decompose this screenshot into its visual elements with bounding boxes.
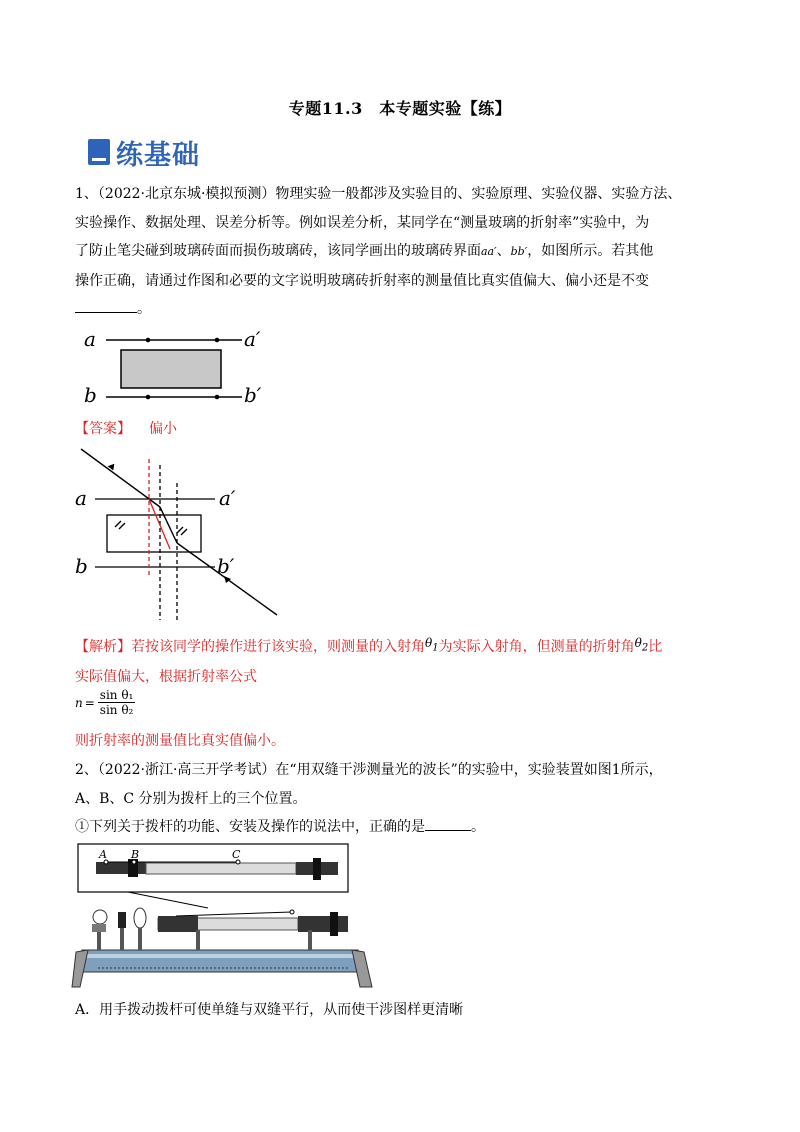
label-b-prime: b′ xyxy=(244,383,262,407)
label-C: C xyxy=(232,848,241,861)
label-a-prime: a′ xyxy=(244,327,261,351)
q2-line-3: ①下列关于拨杆的功能、安装及操作的说法中，正确的是 。 xyxy=(75,813,735,842)
book-icon xyxy=(88,139,110,165)
analysis-tag: 【解析】 xyxy=(75,639,131,655)
bench-rail xyxy=(82,954,358,958)
hatch xyxy=(119,523,125,529)
page-title: 专题11.3 本专题实验【练】 xyxy=(288,99,512,118)
answer-line xyxy=(75,418,177,438)
pin-dot xyxy=(146,338,151,343)
analysis-conclusion: 则折射率的测量值比真实值偏小。 xyxy=(75,733,285,749)
pin-dot xyxy=(215,338,220,343)
label-b-prime: b′ xyxy=(217,554,235,578)
q2-line-2: A、B、C 分别为拨杆上的三个位置。 xyxy=(75,790,307,807)
question-1 xyxy=(75,180,735,324)
glass-outline xyxy=(107,515,201,552)
eyepiece-dark xyxy=(96,862,146,874)
q1-line-3: 了防止笔尖碰到玻璃砖面而损伤玻璃砖，该同学画出的玻璃砖界面aa′、bb′，如图所示。若其他 xyxy=(75,243,654,259)
bb-prime: bb′ xyxy=(510,245,528,258)
lever-rod xyxy=(176,912,292,916)
label-b: b xyxy=(75,554,88,578)
lever-tip xyxy=(290,910,294,914)
answer-value: 偏小 xyxy=(149,421,177,437)
q1-line-2: 实验操作、数据处理、误差分析等。例如误差分析，某同学在“测量玻璃的折射率”实验中，为 xyxy=(75,214,650,231)
hatch xyxy=(181,529,187,535)
label-a-prime: a′ xyxy=(219,486,236,510)
callout-line xyxy=(128,892,208,908)
stand xyxy=(308,930,312,950)
stand xyxy=(196,930,200,950)
filter xyxy=(118,912,126,928)
ray-diagram xyxy=(75,445,285,625)
glass-brick-figure xyxy=(78,322,278,412)
formula-numerator: sin θ₁ xyxy=(99,688,134,702)
q1-line-5: 。 xyxy=(75,295,735,324)
glass-brick xyxy=(121,350,221,388)
label-a: a xyxy=(75,486,87,510)
pin-dot xyxy=(215,395,220,400)
q1-line-1: 1、（2022·北京东城·模拟预测）物理实验一般都涉及实验目的、实验原理、实验仪器、实验方法、 xyxy=(75,186,682,202)
slit-holder xyxy=(158,916,198,932)
analysis-line-2: 实际值偏大，根据折射率公式 xyxy=(75,668,257,685)
aa-prime: aa′ xyxy=(481,245,497,258)
lens xyxy=(134,908,146,928)
q2-line-1: 2、（2022·浙江·高三开学考试）在“用双缝干涉测量光的波长”的实验中，实验装置如图1所示， xyxy=(75,762,663,778)
analysis xyxy=(75,629,735,691)
theta-1: $\theta_1$ xyxy=(425,636,439,654)
label-B: B xyxy=(131,848,140,861)
stand xyxy=(97,932,101,950)
label-b: b xyxy=(84,383,97,407)
tube xyxy=(146,863,296,874)
pin-dot xyxy=(146,395,151,400)
q1-line-4: 操作正确，请通过作图和必要的文字说明玻璃砖折射率的测量值比真实值偏大、偏小还是不变 xyxy=(75,272,649,289)
section-label: 练基础 xyxy=(116,139,200,171)
ring xyxy=(330,912,338,936)
incident-ray xyxy=(81,449,160,507)
refracted-ray xyxy=(160,507,177,543)
light-bulb xyxy=(93,910,107,924)
question-2 xyxy=(75,756,735,842)
answer-blank xyxy=(75,296,137,313)
refraction-formula: n = $\frac{\text{sin θ₁}}{\text{sin θ₂}}$ xyxy=(75,688,134,717)
hatch xyxy=(115,521,121,527)
section-header xyxy=(88,134,200,170)
stand xyxy=(138,928,142,950)
option-A: A．用手拨动拨杆可使单缝与双缝平行，从而使干涉图样更清晰 xyxy=(75,1002,464,1018)
analysis-line-1: 【解析】若按该同学的操作进行该实验，则测量的入射角$\theta_1$为实际入射角，但测量的折射角$\theta_2$比 xyxy=(75,636,663,655)
label-a: a xyxy=(84,327,96,351)
theta-2: $\theta_2$ xyxy=(634,636,649,654)
ring xyxy=(313,858,321,880)
optical-bench xyxy=(82,950,358,972)
eyepiece xyxy=(298,916,348,932)
formula-denominator: sin θ₂ xyxy=(99,703,134,717)
stand xyxy=(120,928,124,950)
answer-tag: 【答案】 xyxy=(75,421,131,437)
hatch xyxy=(177,527,183,533)
label-A: A xyxy=(99,848,107,861)
answer-blank xyxy=(425,816,471,831)
double-slit-apparatus xyxy=(68,842,418,992)
lamp-base xyxy=(92,924,106,932)
